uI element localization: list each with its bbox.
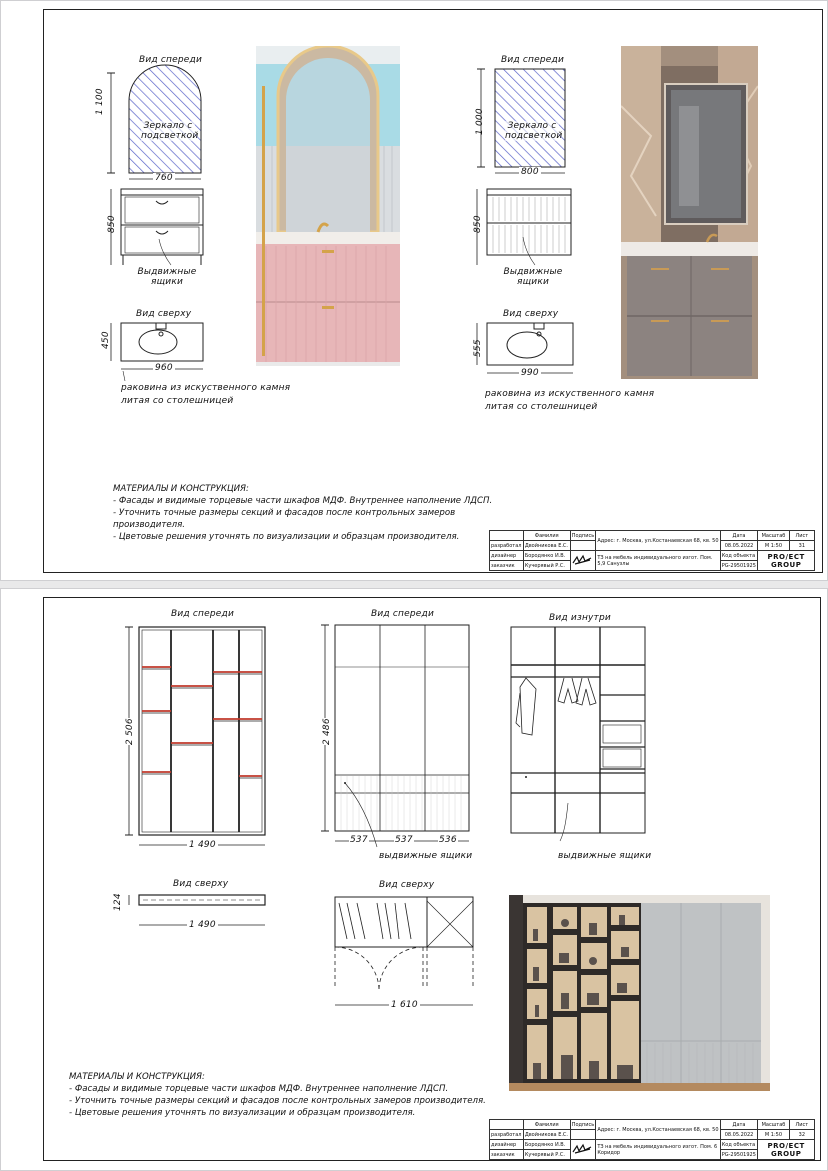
drawing-sheet-1 xyxy=(0,0,828,581)
front2-dim-3: 536 xyxy=(439,835,457,845)
right-mirror-label: Зеркало с подсветкой xyxy=(505,121,563,141)
left-cabinet-drawing xyxy=(101,187,211,277)
top1-depth-dim: 124 xyxy=(113,893,123,911)
right-cabinet-drawing xyxy=(471,187,581,277)
sheet2-materials-note xyxy=(69,1071,486,1119)
right-drawers-label: Выдвижные ящики xyxy=(503,267,563,287)
tb1-logo-line-2: GROUP xyxy=(770,560,802,569)
tb1-scale: М 1:50 xyxy=(758,541,789,551)
tb2-code-label: Код объекта xyxy=(720,1140,758,1150)
tb2-r2-role: дизайнер xyxy=(490,1140,524,1150)
tb1-r1-name: Двойникова Е.С. xyxy=(523,541,570,551)
right-sink-note-1: раковина из искуственного камня xyxy=(485,389,655,399)
inside-drawers-label: выдвижные ящики xyxy=(558,851,652,861)
left-mirror-height-dim: 1 100 xyxy=(95,88,105,115)
left-drawers-label: Выдвижные ящики xyxy=(137,267,197,287)
tb1-r2-name: Бородянко И.В. xyxy=(523,551,570,561)
front2-title: Вид спереди xyxy=(371,609,434,619)
tb2-r1-name: Двойникова Е.С. xyxy=(523,1130,570,1140)
front2-drawers-label: выдвижные ящики xyxy=(379,851,473,861)
sheet2-materials-heading: МАТЕРИАЛЫ И КОНСТРУКЦИЯ: xyxy=(69,1072,205,1082)
tb1-r2-role: дизайнер xyxy=(490,551,524,561)
tb1-code: PG-29501925 xyxy=(721,562,756,569)
tb2-r3-name: Кучерявый Р.С. xyxy=(523,1150,570,1160)
tb1-address: Адрес: г. Москва, ул.Костанаевская 68, кв. 50 xyxy=(596,531,720,551)
front1-width-dim: 1 490 xyxy=(189,840,216,850)
taupe-vanity-render xyxy=(621,46,758,379)
front1-drawing xyxy=(121,619,281,849)
right-mirror-width-dim: 800 xyxy=(521,167,539,177)
tb2-r3-role: заказчик xyxy=(490,1150,524,1160)
tb2-logo-line-1: PRO/ECT xyxy=(767,1141,805,1150)
front2-dim-2: 537 xyxy=(395,835,413,845)
left-top-title: Вид сверху xyxy=(136,309,192,319)
tb1-r3-role: заказчик xyxy=(490,561,524,571)
sheet1-materials-line-3: производителя. xyxy=(113,520,186,530)
sheet1-materials-line-2: - Уточнить точные размеры секций и фасадов после контрольных замеров xyxy=(113,508,456,518)
left-mirror-title: Вид спереди xyxy=(139,55,202,65)
tb2-code: PG-29501925 xyxy=(721,1151,756,1158)
hallway-wardrobe-render xyxy=(509,895,770,1091)
tb2-h-sheet: Лист xyxy=(789,1120,814,1130)
tb1-subject: ТЗ на мебель индивидуального изгот. Пом. 5,9 Санузлы xyxy=(596,551,720,571)
tb2-r2-name: Бородянко И.В. xyxy=(523,1140,570,1150)
drawing-sheet-2 xyxy=(0,588,828,1171)
right-cabinet-height-dim: 850 xyxy=(473,215,483,233)
tb2-logo-line-2: GROUP xyxy=(770,1149,802,1158)
tb2-h-sign: Подпись xyxy=(571,1121,595,1128)
front2-dim-1: 537 xyxy=(350,835,368,845)
front2-height-dim: 2 486 xyxy=(322,718,332,745)
tb1-date: 08.05.2022 xyxy=(720,541,758,551)
right-top-depth-dim: 555 xyxy=(473,339,483,357)
right-mirror-height-dim: 1 000 xyxy=(475,108,485,135)
top2-title: Вид сверху xyxy=(379,880,435,890)
right-mirror-title: Вид спереди xyxy=(501,55,564,65)
top2-width-dim: 1 610 xyxy=(391,1000,418,1010)
tb2-h-scale: Масштаб xyxy=(758,1120,789,1130)
tb1-r1-role: разработал xyxy=(491,542,522,549)
tb2-date: 08.05.2022 xyxy=(720,1130,758,1140)
tb2-signature xyxy=(570,1140,596,1160)
tb2-logo xyxy=(758,1140,815,1160)
front1-height-dim: 2 506 xyxy=(125,718,135,745)
sheet1-materials-note xyxy=(113,483,492,543)
tb1-h-sign: Подпись xyxy=(571,532,595,539)
sheet1-materials-line-4: - Цветовые решения уточнять по визуализации и образцам производителя. xyxy=(113,532,460,542)
tb1-h-family: Фамилия xyxy=(523,531,570,541)
tb2-h-family: Фамилия xyxy=(523,1120,570,1130)
tb1-code-label: Код объекта xyxy=(720,551,758,561)
pink-vanity-render xyxy=(256,46,400,366)
tb1-logo xyxy=(758,551,815,571)
tb1-r3-name: Кучерявый Р.С. xyxy=(523,561,570,571)
right-top-title: Вид сверху xyxy=(503,309,559,319)
inside-title: Вид изнутри xyxy=(549,613,611,623)
front2-drawing xyxy=(319,619,479,859)
tb2-h-date: Дата xyxy=(720,1120,758,1130)
tb1-h-scale: Масштаб xyxy=(758,531,789,541)
tb1-signature xyxy=(570,551,596,571)
sheet2-materials-line-2: - Уточнить точные размеры секций и фасадов после контрольных замеров производителя. xyxy=(69,1096,486,1106)
front1-title: Вид спереди xyxy=(171,609,234,619)
tb2-address: Адрес: г. Москва, ул.Костанаевская 68, кв. 50 xyxy=(596,1120,720,1140)
top1-title: Вид сверху xyxy=(173,879,229,889)
left-sink-note-1: раковина из искуственного камня xyxy=(121,383,291,393)
right-top-width-dim: 990 xyxy=(521,368,539,378)
tb1-h-date: Дата xyxy=(720,531,758,541)
tb2-r1-role: разработал xyxy=(491,1131,522,1138)
sheet2-materials-line-3: - Цветовые решения уточнять по визуализации и образцам производителя. xyxy=(69,1108,416,1118)
sheet2-materials-line-1: - Фасады и видимые торцевые части шкафов МДФ. Внутреннее наполнение ЛДСП. xyxy=(69,1084,449,1094)
top2-drawing xyxy=(327,889,477,1014)
inside-drawing xyxy=(506,623,656,863)
left-sink-note-2: литая со столешницей xyxy=(121,396,234,406)
tb1-logo-line-1: PRO/ECT xyxy=(767,552,805,561)
left-top-depth-dim: 450 xyxy=(101,331,111,349)
tb2-subject: ТЗ на мебель индивидуального изгот. Пом. 6 Коридор xyxy=(596,1140,720,1160)
left-mirror-label: Зеркало с подсветкой xyxy=(141,121,199,141)
tb1-sheet: 31 xyxy=(789,541,814,551)
left-cabinet-height-dim: 850 xyxy=(107,215,117,233)
sheet1-materials-heading: МАТЕРИАЛЫ И КОНСТРУКЦИЯ: xyxy=(113,484,249,494)
sheet1-materials-line-1: - Фасады и видимые торцевые части шкафов МДФ. Внутреннее наполнение ЛДСП. xyxy=(113,496,493,506)
top1-width-dim: 1 490 xyxy=(189,920,216,930)
left-mirror-width-dim: 760 xyxy=(155,173,173,183)
left-top-width-dim: 960 xyxy=(155,363,173,373)
sheet1-title-block xyxy=(489,530,815,571)
tb2-sheet: 32 xyxy=(789,1130,814,1140)
tb1-h-sheet: Лист xyxy=(789,531,814,541)
tb2-scale: М 1:50 xyxy=(758,1130,789,1140)
sheet2-title-block xyxy=(489,1119,815,1160)
right-sink-note-2: литая со столешницей xyxy=(485,402,598,412)
